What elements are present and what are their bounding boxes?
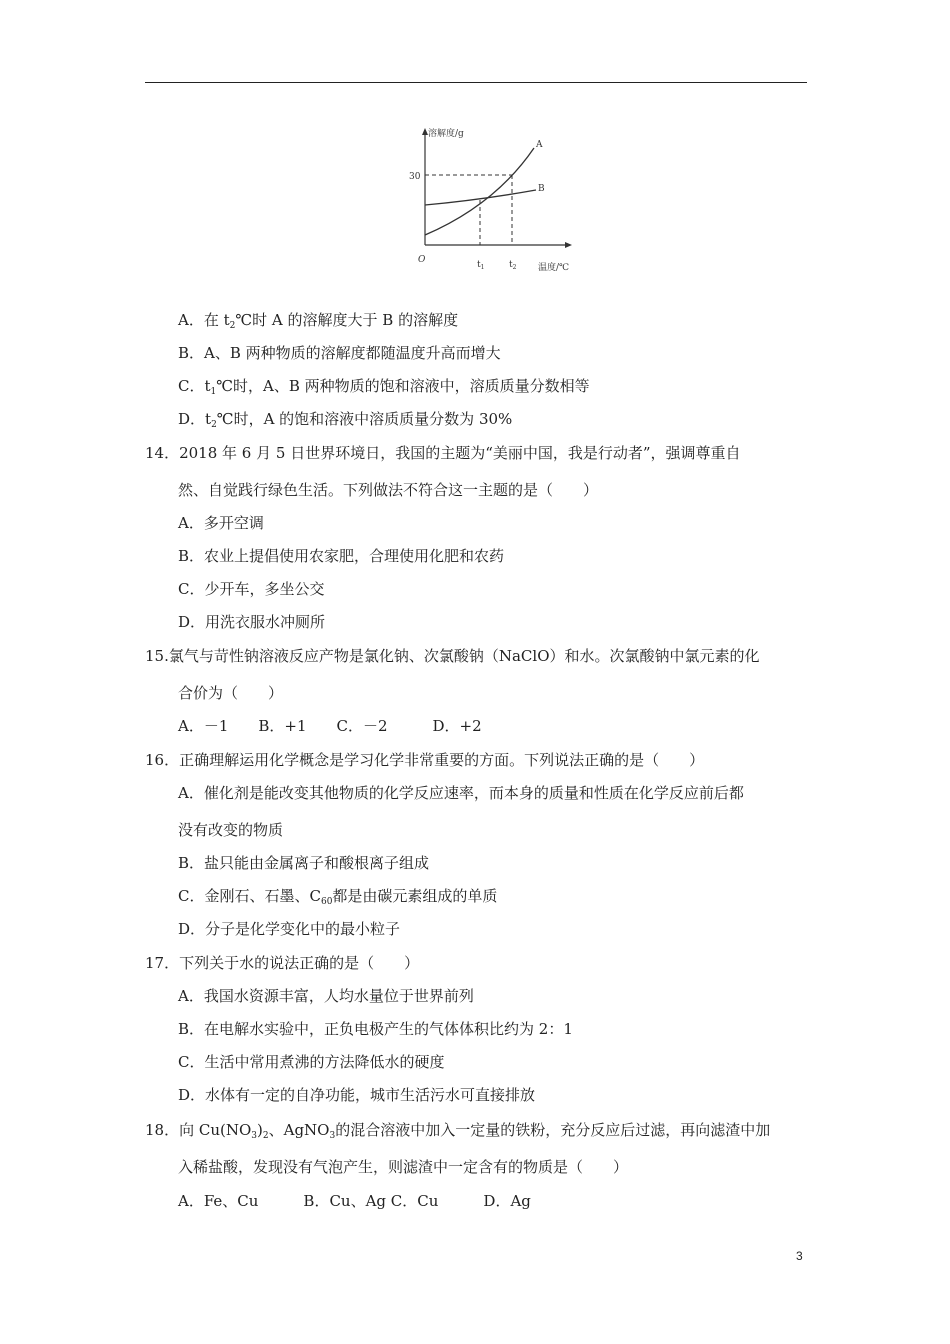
header-rule: [145, 82, 807, 83]
q13-option-c: C．$t_1℃$时，A、B 两种物质的饱和溶液中，溶质质量分数相等: [178, 377, 590, 397]
t2-label: $t_2$: [509, 260, 517, 271]
x-axis-arrow: [565, 242, 572, 248]
q14-stem-line1: 14．2018 年 6 月 5 日世界环境日，我国的主题为“美丽中国，我是行动者”，强调尊重自: [145, 444, 741, 462]
origin-label: O: [418, 255, 426, 265]
q14-option-c: C．少开车，多坐公交: [178, 580, 325, 598]
q15-stem-line2: 合价为（ ）: [178, 684, 284, 702]
q17-option-c: C．生活中常用煮沸的方法降低水的硬度: [178, 1053, 445, 1071]
y-tick-30: 30: [409, 172, 421, 182]
q14-stem-line2: 然、自觉践行绿色生活。下列做法不符合这一主题的是（ ）: [178, 481, 599, 499]
q16-option-b: B．盐只能由金属离子和酸根离子组成: [178, 854, 430, 872]
q13-option-d: D．$t_2℃$时，A 的饱和溶液中溶质质量分数为 30%: [178, 410, 513, 430]
t1-label: $t_1$: [477, 260, 485, 271]
q16-stem: 16．正确理解运用化学概念是学习化学非常重要的方面。下列说法正确的是（ ）: [145, 751, 705, 769]
q13-option-a: A．在 $t_2℃$时 A 的溶解度大于 B 的溶解度: [178, 311, 459, 331]
q18-options: A．Fe、Cu B．Cu、Ag C．Cu D．Ag: [178, 1192, 531, 1210]
q14-option-d: D．用洗衣服水冲厕所: [178, 613, 326, 631]
q16-option-a-line1: A．催化剂是能改变其他物质的化学反应速率，而本身的质量和性质在化学反应前后都: [178, 784, 744, 802]
q16-option-c: C．金刚石、石墨、$C_{60}$都是由碳元素组成的单质: [178, 887, 498, 907]
q17-stem: 17．下列关于水的说法正确的是（ ）: [145, 954, 420, 972]
q17-option-d: D．水体有一定的自净功能，城市生活污水可直接排放: [178, 1086, 536, 1104]
q13-option-b: B．A、B 两种物质的溶解度都随温度升高而增大: [178, 344, 501, 362]
q17-option-a: A．我国水资源丰富，人均水量位于世界前列: [178, 987, 474, 1005]
q16-option-a-line2: 没有改变的物质: [178, 821, 284, 839]
x-axis-label: 温度/℃: [538, 263, 570, 273]
q18-stem-line1: 18．向 $Cu(NO_3)_2$、AgNO$_3$的混合溶液中加入一定量的铁粉，充分反应后过滤，再向滤渣中加: [145, 1121, 771, 1141]
q16-option-d: D．分子是化学变化中的最小粒子: [178, 920, 401, 938]
solubility-chart: [400, 120, 590, 280]
q17-option-b: B．在电解水实验中，正负电极产生的气体体积比约为 2：1: [178, 1020, 573, 1038]
q15-stem-line1: 15.氯气与苛性钠溶液反应产物是氯化钠、次氯酸钠（NaClO）和水。次氯酸钠中氯元素的化: [145, 647, 760, 665]
page-number: 3: [796, 1249, 803, 1263]
q14-option-a: A．多开空调: [178, 514, 264, 532]
curve-a-label: A: [536, 140, 543, 150]
solubility-curve-figure: [400, 120, 590, 280]
q15-options: A．－1 B．+1 C．－2 D．+2: [178, 717, 482, 735]
q18-stem-line2: 入稀盐酸，发现没有气泡产生，则滤渣中一定含有的物质是（ ）: [178, 1158, 629, 1176]
curve-b-label: B: [538, 184, 545, 194]
y-axis-label: 溶解度/g: [428, 129, 464, 139]
q14-option-b: B．农业上提倡使用农家肥，合理使用化肥和农药: [178, 547, 505, 565]
